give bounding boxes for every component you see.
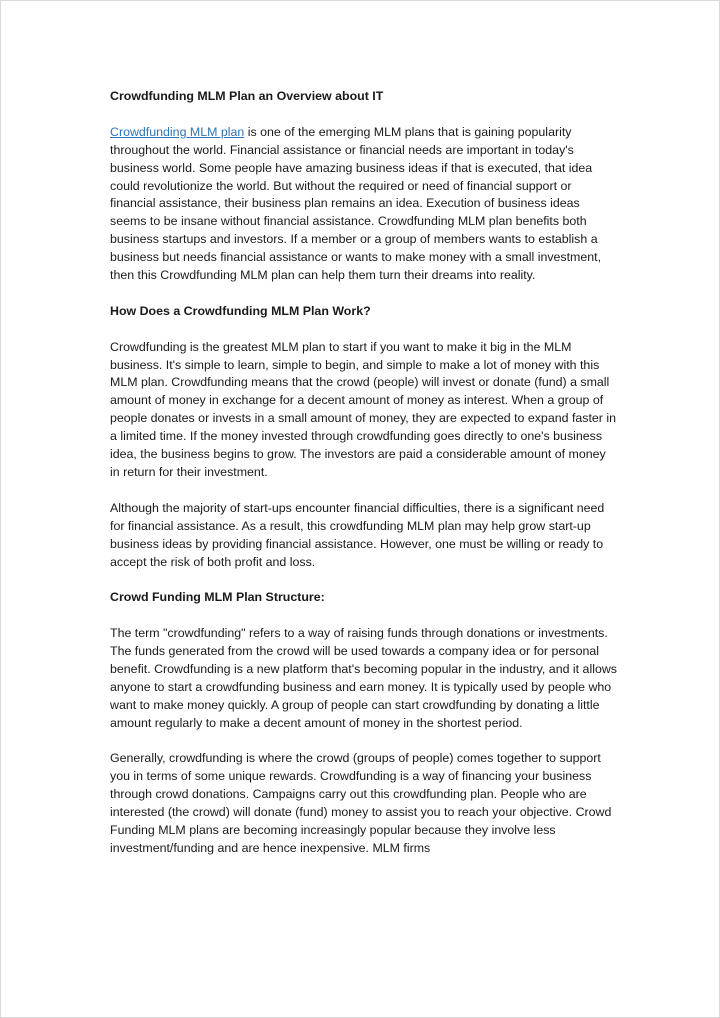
crowdfunding-mlm-plan-link[interactable]: Crowdfunding MLM plan (110, 124, 245, 139)
paragraph: Crowdfunding is the greatest MLM plan to start if you want to make it big in the MLM business. It's simple to learn, simple to begin, and simple to make a lot of money with this MLM plan. Crowdfunding means that the crowd (people) will invest or donate (fund) a small amount of money in exchange for a decent amount of money as interest. When a group of people donates or invests in a small amount of money, they are expected to expand faster in a limited time. If the money invested through crowdfunding goes directly to one's business idea, the business begins to grow. The investors are paid a considerable amount of money in return for their investment. (110, 339, 617, 479)
document-body (110, 88, 618, 858)
section-heading-plan-structure: Crowd Funding MLM Plan Structure: (110, 590, 325, 605)
intro-paragraph (110, 124, 618, 285)
paragraph: Although the majority of start-ups encounter financial difficulties, there is a significant need for financial assistance. As a result, this crowdfunding MLM plan may help grow start-up business ideas by providing financial assistance. However, one must be willing or ready to accept the risk of both profit and loss. (110, 500, 605, 569)
section-heading-how-it-works: How Does a Crowdfunding MLM Plan Work? (110, 303, 371, 318)
document-title: Crowdfunding MLM Plan an Overview about IT (110, 89, 384, 103)
paragraph: Generally, crowdfunding is where the crowd (groups of people) comes together to support you in terms of some unique rewards. Crowdfunding is a way of financing your business through crowd donations. Campaigns carry out this crowdfunding plan. People who are interested (the crowd) will donate (fund) money to assist you to reach your objective. Crowd Funding MLM plans are becoming increasingly popular because they involve less investment/funding and are hence inexpensive. MLM firms (110, 751, 612, 855)
intro-text: is one of the emerging MLM plans that is gaining popularity throughout the world. Financial assistance or financial needs are important in today's business world. Some people have amazing business ideas if that is executed, that idea could revolutionize the world. But without the required or need of financial support or financial assistance, their business plan remains an idea. Execution of business ideas seems to be insane without financial assistance. Crowdfunding MLM plan benefits both business startups and investors. If a member or a group of members wants to establish a business but needs financial assistance or wants to make money with a small investment, then this Crowdfunding MLM plan can help them turn their dreams into reality. (110, 124, 602, 283)
paragraph: The term "crowdfunding" refers to a way of raising funds through donations or investments. The funds generated from the crowd will be used towards a company idea or for personal benefit. Crowdfunding is a new platform that's becoming popular in the industry, and it allows anyone to start a crowdfunding business and earn money. It is typically used by people who want to make money quickly. A group of people can start crowdfunding by donating a little amount regularly to make a decent amount of money in the shortest period. (110, 626, 617, 730)
